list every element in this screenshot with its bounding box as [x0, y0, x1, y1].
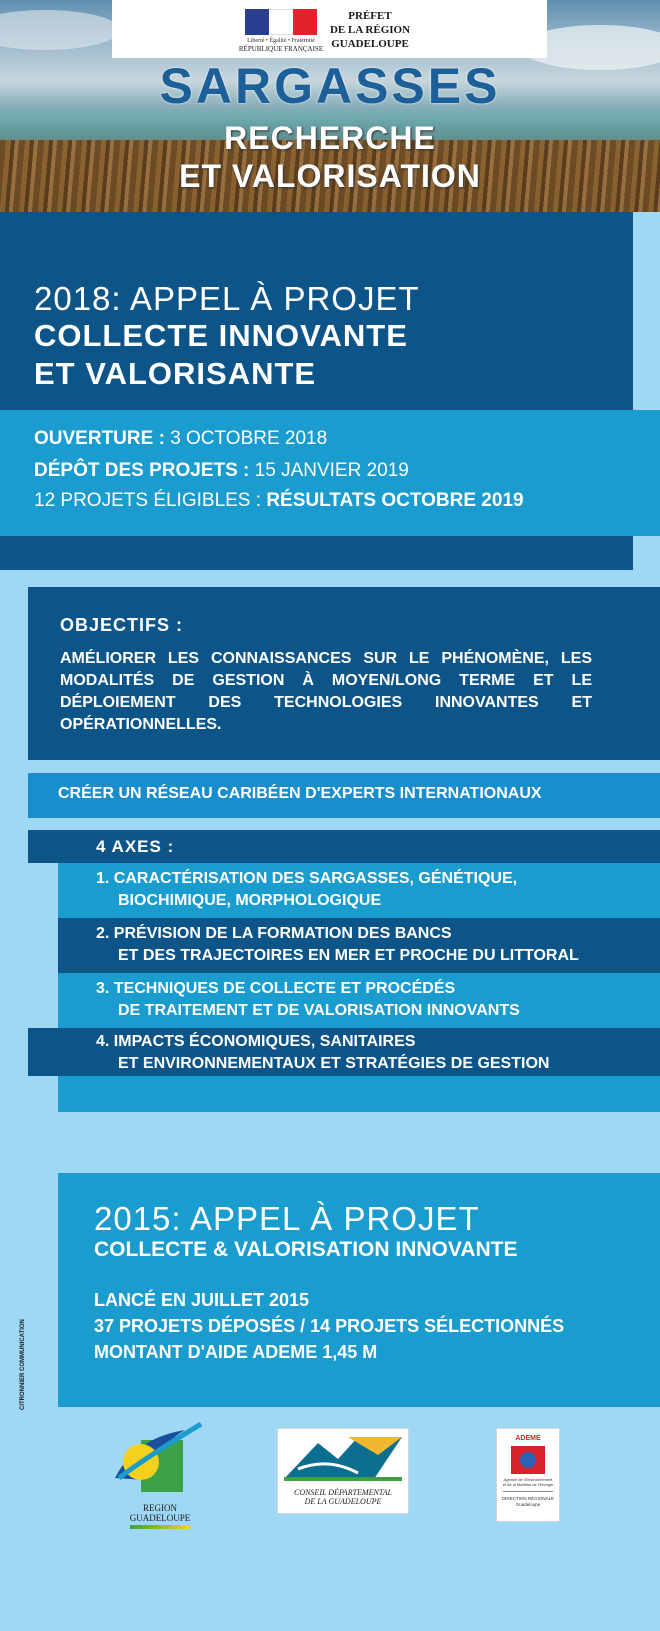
page-title: SARGASSES — [159, 58, 501, 114]
region-guadeloupe-logo — [105, 1418, 215, 1526]
region-name-line1: REGION — [143, 1503, 177, 1513]
axe-line: 1. CARACTÉRISATION DES SARGASSES, GÉNÉTIQUE, — [96, 870, 518, 887]
axes-footer-block — [58, 1076, 660, 1112]
prefet-line: DE LA RÉGION — [329, 24, 411, 36]
ademe-mark-icon — [511, 1446, 545, 1474]
ademe-divider — [503, 1491, 553, 1492]
cloud-decoration — [0, 10, 120, 50]
ademe-region: Guadeloupe — [515, 1502, 541, 1507]
region-logo-icon — [105, 1418, 215, 1498]
marianne-flag-icon — [245, 9, 317, 35]
call-2015-line: 37 PROJETS DÉPOSÉS / 14 PROJETS SÉLECTIONNÉS — [94, 1316, 565, 1336]
ademe-globe-icon — [520, 1452, 536, 1468]
prefet-title — [320, 9, 420, 51]
axe-item — [96, 923, 656, 967]
axe-line: 3. TECHNIQUES DE COLLECTE ET PROCÉDÉS — [96, 980, 456, 997]
call-2018-title-line1: COLLECTE INNOVANTE — [34, 318, 408, 353]
eligible-label: 12 PROJETS ÉLIGIBLES : — [34, 490, 262, 511]
axe-item — [96, 978, 656, 1022]
ademe-desc-line2: et de la Maîtrise de l'Energie — [502, 1482, 554, 1487]
ademe-logo — [496, 1428, 560, 1522]
ademe-direction: DIRECTION RÉGIONALE — [501, 1496, 555, 1501]
ademe-desc-line1: Agence de l'Environnement — [503, 1477, 553, 1482]
call-2015-line: LANCÉ EN JUILLET 2015 — [94, 1290, 310, 1310]
call-2015-line: MONTANT D'AIDE ADEME 1,45 M — [94, 1342, 378, 1362]
conseil-logo-icon — [278, 1429, 408, 1483]
objectives-text: AMÉLIORER LES CONNAISSANCES SUR LE PHÉNOMÈNE, LES MODALITÉS DE GESTION À MOYEN/LONG TERME ET LE DÉPLOIEMENT DES TECHNOLOGIES INNOVANTES ET OPÉRATIONNELLES. — [60, 650, 592, 733]
prefet-line: PRÉFET — [348, 10, 392, 22]
opening-row — [34, 428, 327, 450]
axe-line: BIOCHIMIQUE, MORPHOLOGIQUE — [118, 892, 382, 909]
eligible-row — [34, 490, 524, 512]
region-underline — [130, 1525, 190, 1529]
page-subtitle-line1: RECHERCHE — [224, 120, 436, 156]
opening-label: OUVERTURE : — [34, 428, 165, 449]
axe-line: DE TRAITEMENT ET DE VALORISATION INNOVANTS — [118, 1002, 520, 1019]
axes-title: 4 AXES : — [96, 837, 175, 856]
network-text: CRÉER UN RÉSEAU CARIBÉEN D'EXPERTS INTERNATIONAUX — [58, 785, 542, 802]
republique-name: RÉPUBLIQUE FRANÇAISE — [238, 45, 324, 53]
eligible-value: RÉSULTATS OCTOBRE 2019 — [266, 490, 524, 511]
conseil-departemental-logo — [277, 1428, 409, 1514]
deposit-label: DÉPÔT DES PROJETS : — [34, 460, 250, 481]
region-name-line2: GUADELOUPE — [129, 1513, 191, 1523]
call-2018-title-line2: ET VALORISANTE — [34, 356, 317, 391]
objectives-title: OBJECTIFS : — [60, 615, 184, 635]
axe-line: 4. IMPACTS ÉCONOMIQUES, SANITAIRES — [96, 1033, 416, 1050]
divider-strip — [0, 536, 633, 570]
call-2018-year: 2018: APPEL À PROJET — [34, 280, 420, 317]
agency-credit: CITRONNIER COMMUNICATION — [20, 1319, 26, 1410]
republique-motto: Liberté • Égalité • Fraternité — [247, 38, 315, 44]
axe-item — [96, 868, 656, 912]
axe-item — [96, 1031, 656, 1075]
cd-name-line1: CONSEIL DÉPARTEMENTAL — [293, 1488, 392, 1497]
axe-line: ET ENVIRONNEMENTAUX ET STRATÉGIES DE GESTION — [118, 1055, 550, 1072]
opening-value: 3 OCTOBRE 2018 — [170, 428, 328, 449]
axe-line: 2. PRÉVISION DE LA FORMATION DES BANCS — [96, 925, 452, 942]
call-2015-year: 2015: APPEL À PROJET — [94, 1200, 480, 1237]
deposit-row — [34, 460, 409, 482]
deposit-value: 15 JANVIER 2019 — [254, 460, 409, 481]
cd-name-line2: DE LA GUADELOUPE — [304, 1497, 382, 1506]
prefet-line: GUADELOUPE — [331, 38, 409, 50]
call-2015-title: COLLECTE & VALORISATION INNOVANTE — [94, 1238, 518, 1261]
axe-line: ET DES TRAJECTOIRES EN MER ET PROCHE DU LITTORAL — [118, 947, 579, 964]
page-subtitle-line2: ET VALORISATION — [179, 158, 481, 194]
ademe-name: ADEME — [515, 1435, 541, 1442]
